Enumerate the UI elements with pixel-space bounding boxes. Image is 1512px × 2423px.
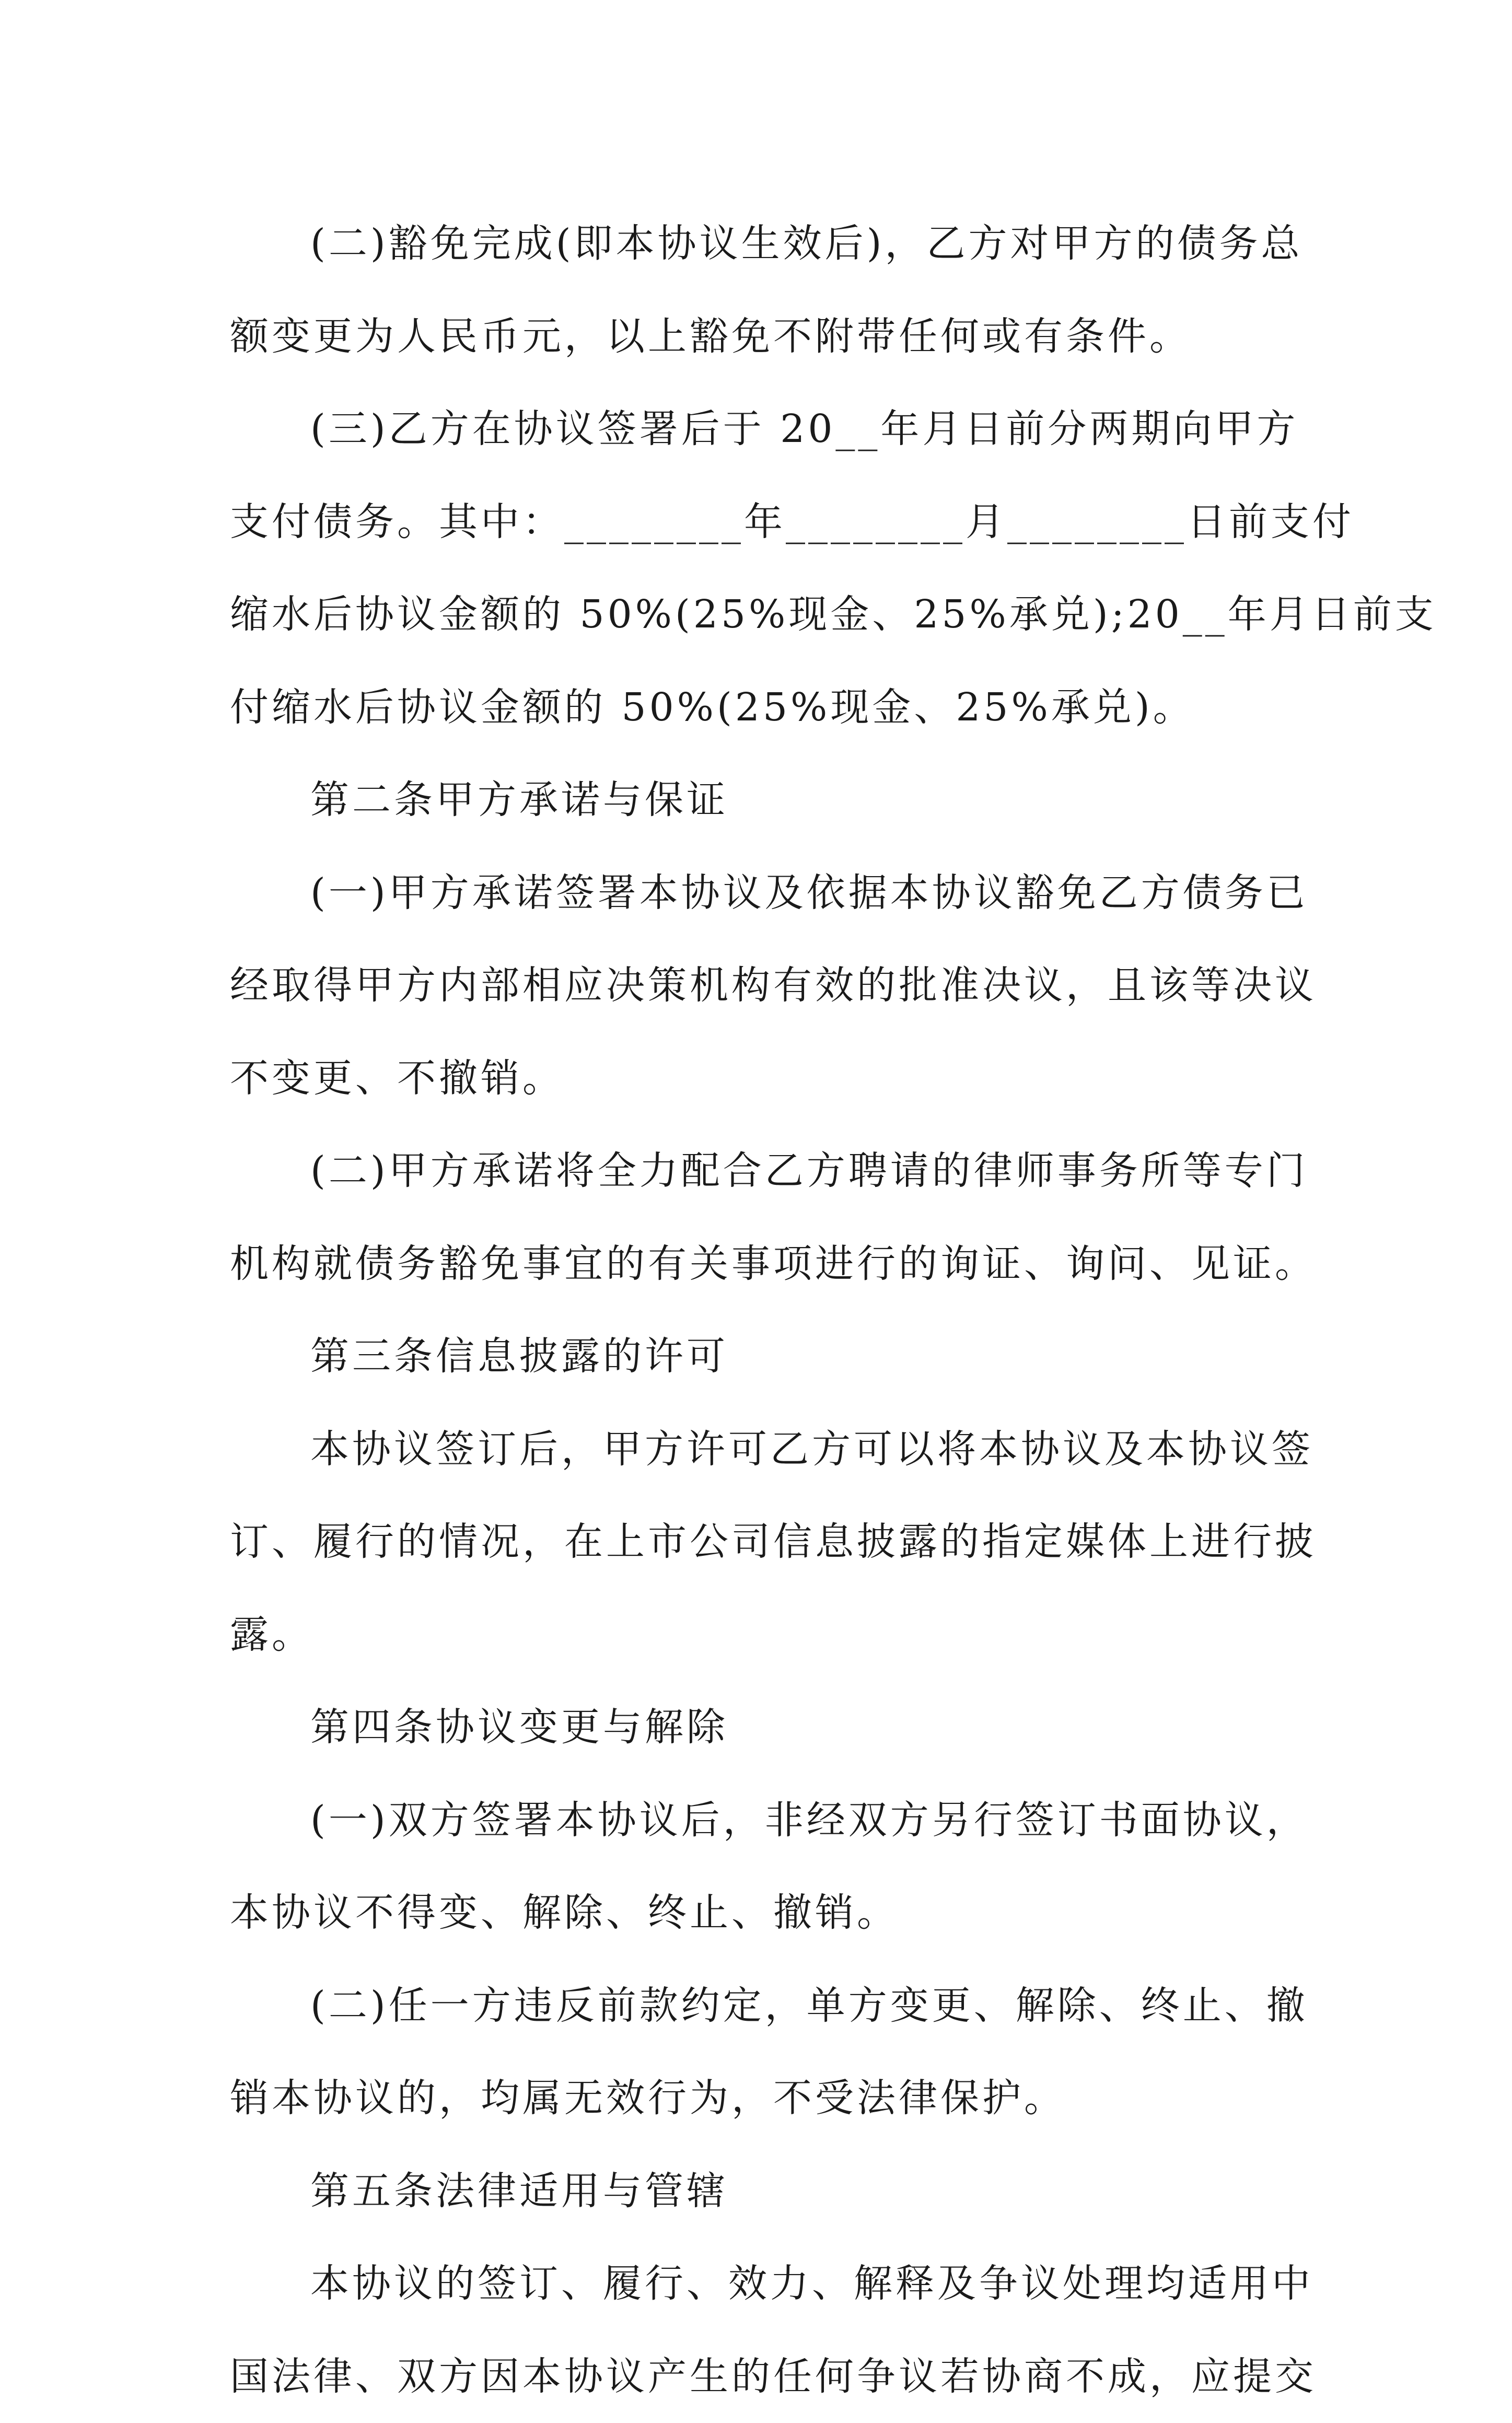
paragraph-line: 经取得甲方内部相应决策机构有效的批准决议，且该等决议 [230,939,1290,1032]
paragraph-line: (二)任一方违反前款约定，单方变更、解除、终止、撤 [230,1960,1290,2053]
paragraph-line: 露。 [230,1589,1290,1682]
paragraph-line: 机构就债务豁免事宜的有关事项进行的询证、询问、见证。 [230,1218,1290,1311]
section-heading: 第三条信息披露的许可 [230,1310,1290,1403]
paragraph-line: 订、履行的情况，在上市公司信息披露的指定媒体上进行披 [230,1496,1290,1589]
paragraph-line: 付缩水后协议金额的 50%(25%现金、25%承兑)。 [230,661,1290,754]
section-heading: 第四条协议变更与解除 [230,1681,1290,1774]
paragraph-line: 支付债务。其中：________年________月________日前支付 [230,476,1290,569]
paragraph-line: (一)双方签署本协议后，非经双方另行签订书面协议， [230,1774,1290,1867]
document-body [230,197,1290,2423]
paragraph-line: 本协议签订后，甲方许可乙方可以将本协议及本协议签 [230,1403,1290,1496]
paragraph-line: 本协议的签订、履行、效力、解释及争议处理均适用中 [230,2238,1290,2331]
paragraph-line: (二)甲方承诺将全力配合乙方聘请的律师事务所等专门 [230,1125,1290,1218]
paragraph-line: 销本协议的，均属无效行为，不受法律保护。 [230,2052,1290,2145]
paragraph-line: 不变更、不撤销。 [230,1032,1290,1125]
paragraph-line: 本协议不得变、解除、终止、撤销。 [230,1867,1290,1960]
paragraph-line: (二)豁免完成(即本协议生效后)，乙方对甲方的债务总 [230,197,1290,290]
section-heading: 第五条法律适用与管辖 [230,2145,1290,2238]
section-heading: 第二条甲方承诺与保证 [230,754,1290,847]
paragraph-line: 额变更为人民币元，以上豁免不附带任何或有条件。 [230,290,1290,383]
paragraph-line: 缩水后协议金额的 50%(25%现金、25%承兑);20__年月日前支 [230,568,1290,661]
paragraph-line: (三)乙方在协议签署后于 20__年月日前分两期向甲方 [230,383,1290,476]
paragraph-line: 国法律、双方因本协议产生的任何争议若协商不成，应提交 [230,2331,1290,2423]
paragraph-line: (一)甲方承诺签署本协议及依据本协议豁免乙方债务已 [230,847,1290,940]
